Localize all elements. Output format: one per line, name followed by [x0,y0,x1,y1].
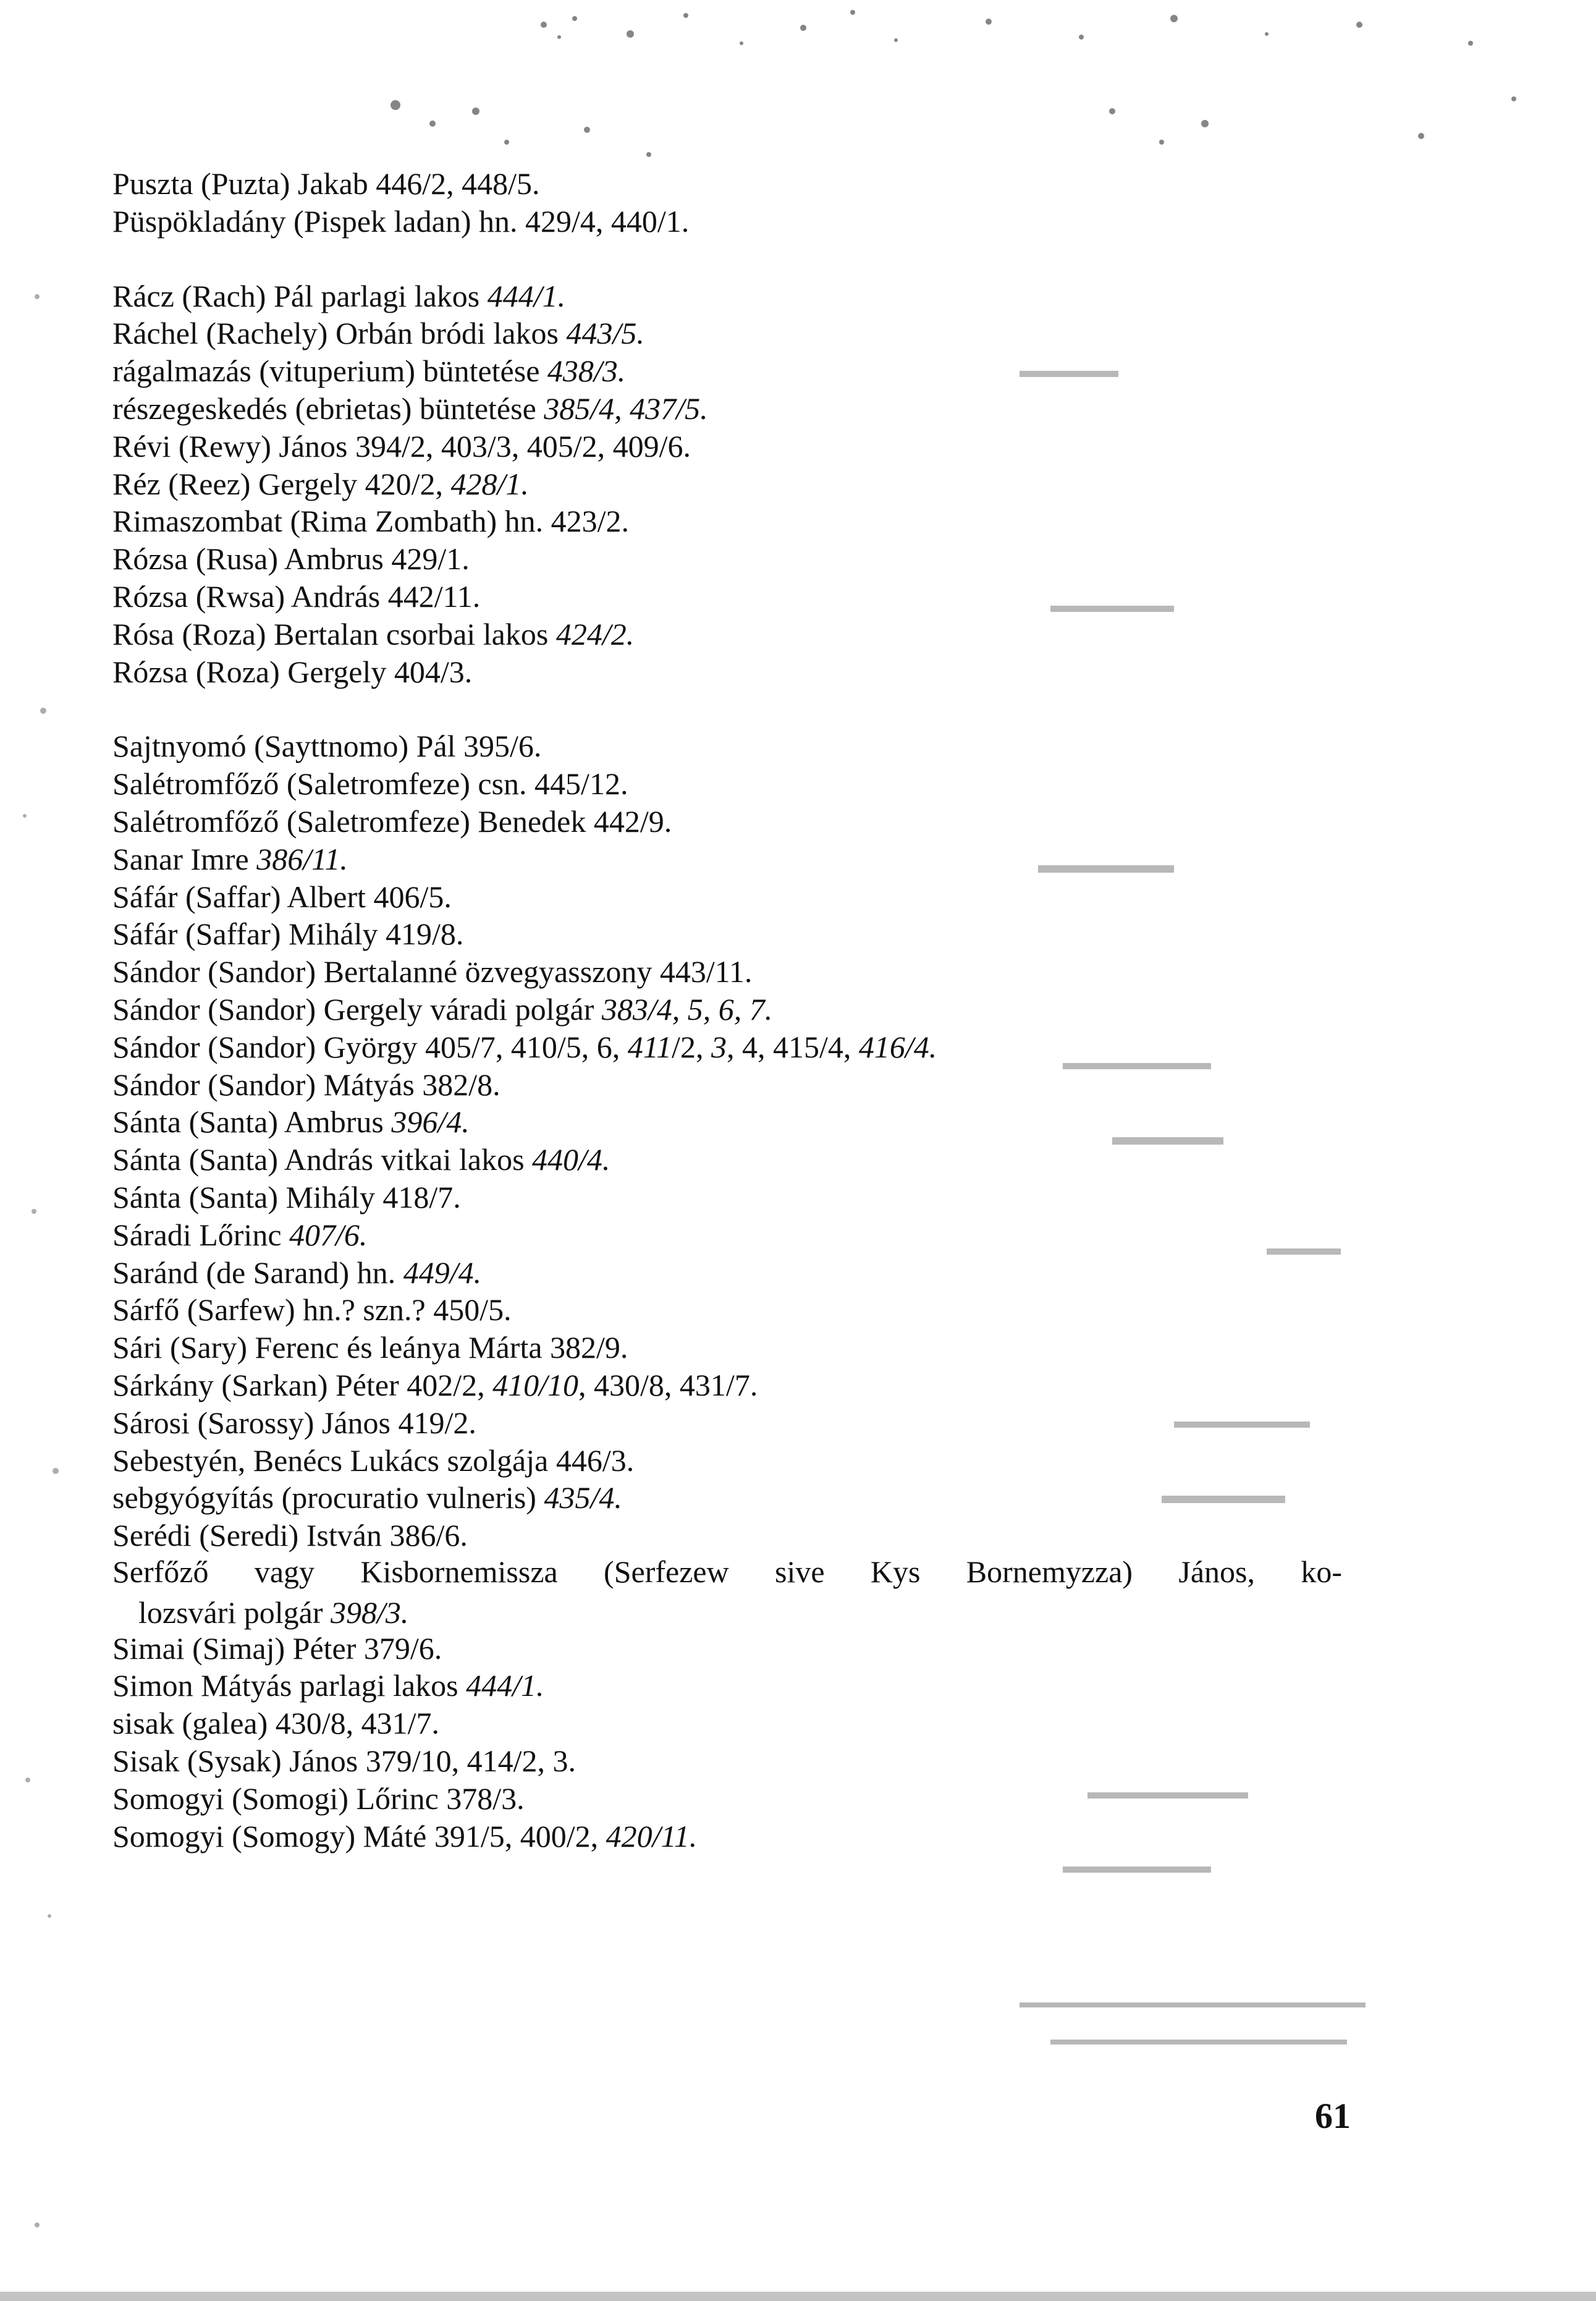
index-entry [112,162,1342,205]
entry-text: Rácz (Rach) Pál parlagi lakos [112,278,488,313]
index-entry [112,800,1342,843]
entry-text: lozsvári polgár [138,1595,331,1630]
entry-text: 440/4. [532,1142,610,1177]
entry-text: 424/2. [555,616,635,651]
index-entry [112,950,1342,993]
index-entry [112,612,1342,656]
entry-text: Sándor (Sandor) Mátyás 382/8. [112,1067,500,1102]
entry-text: Sári (Sary) Ferenc és leánya Márta 382/9. [112,1330,628,1365]
index-entry [112,837,1342,881]
index-entry [112,1213,1342,1256]
index-entry [112,1551,1342,1633]
index-entry [112,274,1342,318]
index-entry [112,1100,1342,1143]
entry-text: 449/4. [403,1255,482,1290]
entry-text: Püspökladány (Pispek ladan) hn. 429/4, 440/1. [112,203,690,239]
entry-text: Sebestyén, Benécs Lukács szolgája 446/3. [112,1443,635,1478]
index-entry [112,387,1342,430]
index-entry [112,537,1342,580]
index-entry [112,499,1342,543]
entry-text: Puszta (Puzta) Jakab 446/2, 448/5. [112,166,540,201]
entry-text: Rózsa (Rwsa) András 442/11. [112,579,481,614]
entry-text: , 4, 415/4, [726,1029,859,1064]
entry-text: 410/10 [492,1368,579,1402]
entry-text: , 430/8, 431/7. [578,1368,758,1402]
index-entry [112,575,1342,618]
index-entry [112,1476,1342,1519]
entry-text: Sándor (Sandor) György 405/7, 410/5, 6, [112,1029,628,1064]
entry-text: Réz (Reez) Gergely 420/2, [112,466,451,501]
index-entry [112,1176,1342,1219]
entry-text: Sáfár (Saffar) Mihály 419/8. [112,917,464,952]
entry-text: 444/1. [487,278,566,313]
index-entry [112,1777,1342,1820]
index-entry [112,988,1342,1031]
entry-text: sisak (galea) 430/8, 431/7. [112,1706,440,1741]
index-entry [112,1439,1342,1482]
entry-text: Simon Mátyás parlagi lakos [112,1668,467,1703]
entry-text: Sárkány (Sarkan) Péter 402/2, [112,1368,493,1402]
index-entry [112,200,1342,243]
index-entry [112,650,1342,693]
entry-text: Saránd (de Sarand) hn. [112,1255,403,1290]
entry-text: Sajtnyomó (Sayttnomo) Pál 395/6. [112,729,542,764]
entry-line [112,1551,1342,1592]
entry-text: Sisak (Sysak) János 379/10, 414/2, 3. [112,1744,576,1778]
entry-text: 438/3. [547,354,626,389]
index-entry [112,462,1342,506]
entry-text: Sáradi Lőrinc [112,1217,290,1252]
entry-text: Serédi (Seredi) István 386/6. [112,1518,468,1553]
index-entry [112,1701,1342,1745]
entry-text: Rózsa (Roza) Gergely 404/3. [112,654,473,689]
entry-text: 444/1. [466,1668,544,1703]
entry-text: 386/11. [256,841,348,876]
entry-text: Somogyi (Somogi) Lőrinc 378/3. [112,1781,525,1816]
index-entry [112,1251,1342,1294]
index-entry [112,349,1342,392]
index-entry [112,724,1342,768]
entry-text: Sanar Imre [112,841,257,876]
entry-text: Sándor (Sandor) Bertalanné özvegyasszony 443/11. [112,954,753,989]
entry-text: 420/11. [606,1818,698,1854]
entry-text: Salétromfőző (Saletromfeze) Benedek 442/9. [112,804,672,839]
entry-text: 435/4. [544,1480,622,1515]
entry-text: rágalmazás (vituperium) büntetése [112,354,547,389]
entry-text: 443/5. [566,316,644,351]
entry-text: 385/4, 437/5. [544,391,708,426]
entry-text: Sánta (Santa) Mihály 418/7. [112,1180,461,1214]
entry-text: Sánta (Santa) András vitkai lakos [112,1142,533,1177]
index-entry [112,1326,1342,1369]
entry-text: 398/3. [331,1595,409,1630]
entry-text: Sándor (Sandor) Gergely váradi polgár [112,992,602,1027]
index-entry [112,425,1342,468]
entry-text: részegeskedés (ebrietas) büntetése [112,391,544,426]
entry-text: 407/6. [289,1217,368,1252]
index-entry [112,311,1342,355]
entry-text: Serfőző vagy Kisbornemissza (Serfezew sive Kys Bornemyzza) János, ko- [112,1554,1342,1589]
entry-text: 396/4. [391,1104,470,1140]
index-entry [112,912,1342,956]
entry-text: Salétromfőző (Saletromfeze) csn. 445/12. [112,766,628,802]
index-entry [112,1138,1342,1181]
entry-text: Sánta (Santa) Ambrus [112,1104,392,1140]
entry-text: Rózsa (Rusa) Ambrus 429/1. [112,541,470,577]
entry-text: Somogyi (Somogy) Máté 391/5, 400/2, [112,1818,606,1854]
entry-text: /2, [672,1029,711,1064]
index-entry [112,1815,1342,1858]
index-entry [112,1288,1342,1331]
entry-text: sebgyógyítás (procuratio vulneris) [112,1480,544,1515]
entry-text: Sárfő (Sarfew) hn.? szn.? 450/5. [112,1292,512,1328]
index-entry [112,1739,1342,1782]
index-entry [112,762,1342,805]
entry-text: Sárosi (Sarossy) János 419/2. [112,1405,476,1440]
index-entry [112,1514,1342,1557]
index-entry [112,1025,1342,1069]
entry-text: 411 [627,1029,672,1064]
index-entry [112,1363,1342,1407]
entry-text: Ráchel (Rachely) Orbán bródi lakos [112,316,567,351]
page-number: 61 [1315,2096,1351,2136]
index-entry [112,1664,1342,1707]
entry-text: Sáfár (Saffar) Albert 406/5. [112,879,452,914]
entry-text: 428/1. [450,466,529,501]
entry-text: Révi (Rewy) János 394/2, 403/3, 405/2, 409/6. [112,428,691,464]
entry-text: Simai (Simaj) Péter 379/6. [112,1630,442,1666]
entry-text: 3 [711,1029,727,1064]
entry-text: Rósa (Roza) Bertalan csorbai lakos [112,616,556,651]
entry-text: Rimaszombat (Rima Zombath) hn. 423/2. [112,504,629,539]
index-entry [112,875,1342,918]
index-entry [112,1063,1342,1106]
index-entry [112,1401,1342,1444]
entry-text: 383/4, 5, 6, 7. [601,992,773,1027]
index-entry [112,1627,1342,1670]
entry-text: 416/4. [858,1029,937,1064]
